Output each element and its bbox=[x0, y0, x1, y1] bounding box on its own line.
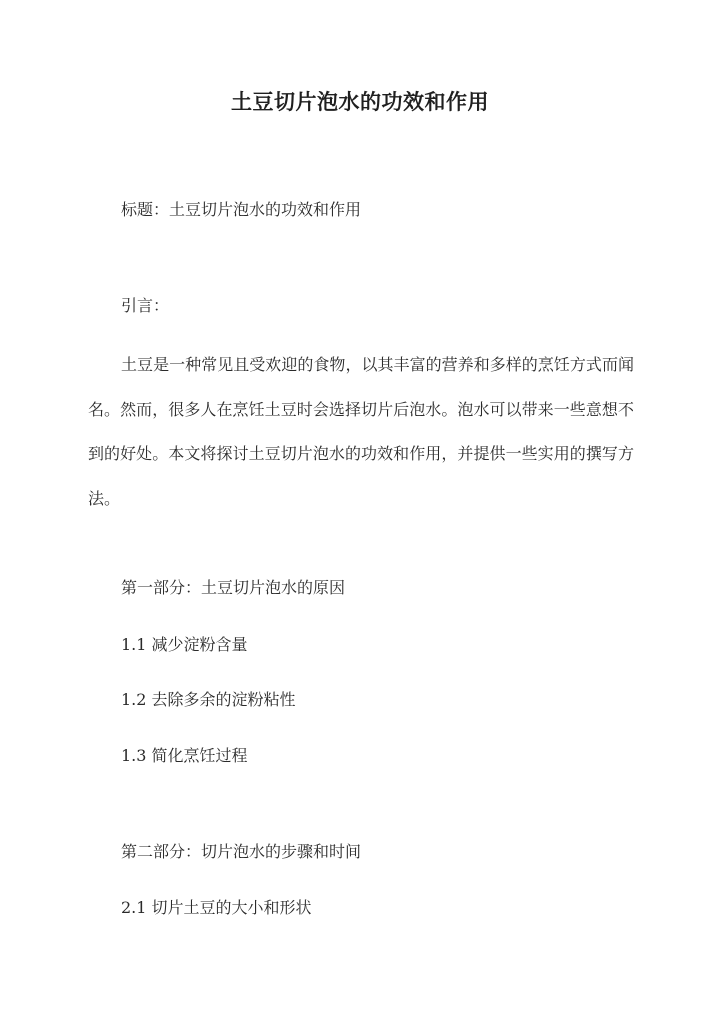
part2-heading: 第二部分：切片泡水的步骤和时间 bbox=[121, 842, 362, 861]
part1-item: 1.2 去除多余的淀粉粘性 bbox=[121, 690, 296, 709]
document-title: 土豆切片泡水的功效和作用 bbox=[231, 89, 489, 114]
intro-heading: 引言： bbox=[121, 296, 170, 315]
part1-heading: 第一部分：土豆切片泡水的原因 bbox=[121, 578, 346, 597]
intro-paragraph: 土豆是一种常见且受欢迎的食物，以其丰富的营养和多样的烹饪方式而闻名。然而，很多人在烹饪土豆时会选择切片后泡水。泡水可以带来一些意想不到的好处。本文将探讨土豆切片泡水的功效和作用，并提供一些实用的撰写方法。 bbox=[88, 355, 634, 508]
title-line: 标题：土豆切片泡水的功效和作用 bbox=[121, 200, 362, 219]
part1-item: 1.3 简化烹饪过程 bbox=[121, 746, 248, 765]
part1-item: 1.1 减少淀粉含量 bbox=[121, 635, 248, 654]
part2-item: 2.1 切片土豆的大小和形状 bbox=[121, 898, 312, 917]
